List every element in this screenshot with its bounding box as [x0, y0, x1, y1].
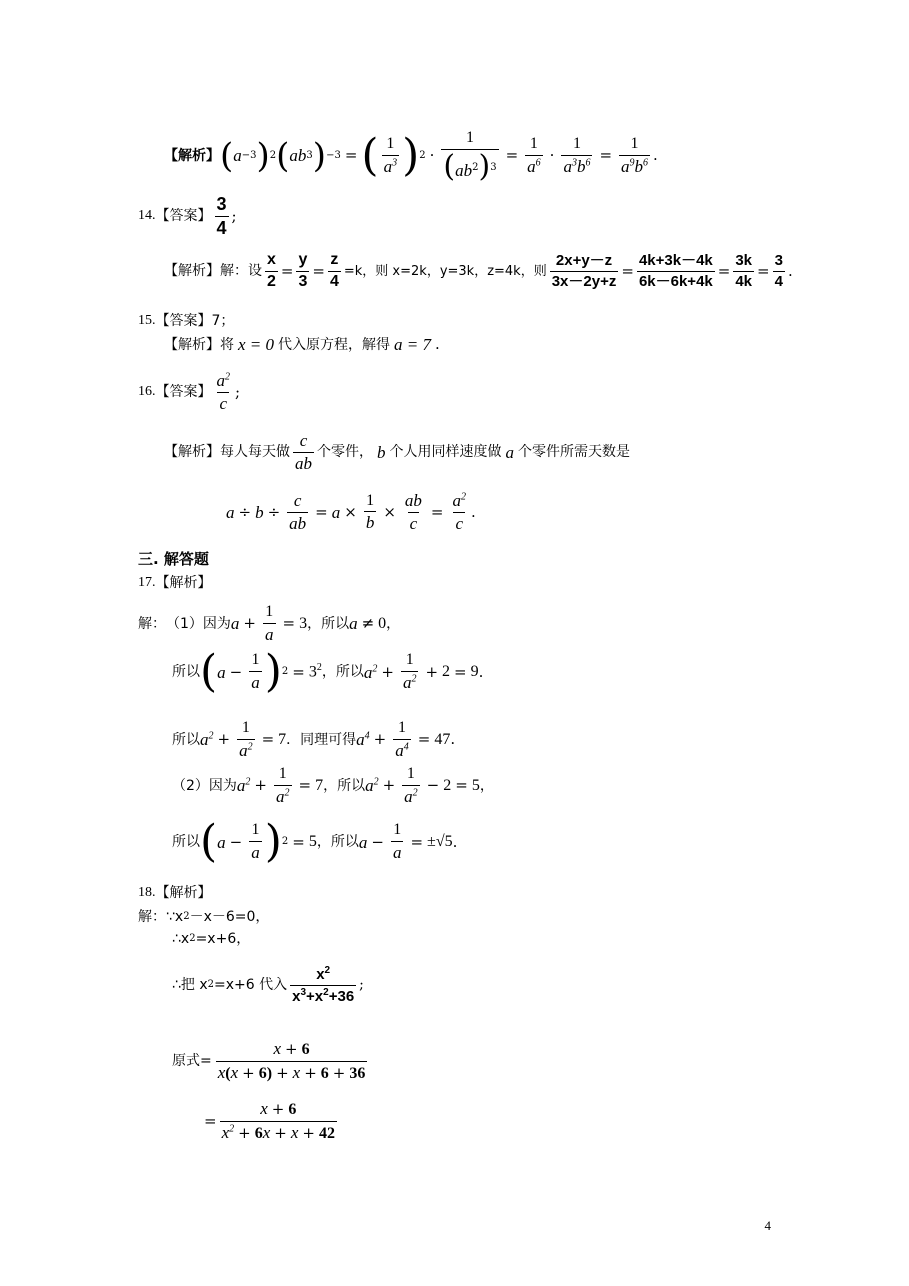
q18-line2: ∴x 2 =x+6， — [172, 931, 251, 947]
q17-line3: 所以 $a^2$ + $\frac{1}{a^2}$ = 7 ．同理可得 $a^4$ + $\frac{1}{a^4}$ = 47 . — [172, 719, 456, 760]
q17-line4: （2）因为 $a^2$ + $\frac{1}{a^2}$ = 7 ，所以 $a^2$ + $\frac{1}{a^2}$ − 2 = 5 ， — [172, 765, 494, 806]
q18-line4: 原式= $\frac{x + 6}{x(x + 6) + x + 6 + 36}$ — [172, 1039, 366, 1082]
q17-line5: 所以 ( a − $\frac{1}{a}$ ) 2 = 5 ，所以 a − $\frac{1}{a}$ = ±√5 . — [172, 816, 458, 867]
section-title: 三. 解答题 — [138, 550, 209, 568]
q18-line3: ∴把 x 2 =x+6 代入 $\frac{x^2}{x^3+x^2+36}$ ; — [172, 965, 364, 1005]
q16-analysis: 【解析】 每人每天做 $\frac{c}{ab}$ 个零件， b 个人用同样速度做 a 个零件所需天数是 — [164, 431, 630, 473]
q18-line1: 解： ∵x 2 －x－6=0， — [138, 909, 270, 925]
q15-analysis: 【解析】 将 x = 0 代入原方程，解得 a = 7 . — [164, 335, 440, 354]
q18-header: 18. 【解析】 — [138, 885, 212, 901]
q14-analysis: 【解析】 解：设 $\frac{x}{2}$ = $\frac{y}{3}$ = $\frac{z}{4}$ =k，则 x=2k，y=3k，z=4k，则 $\frac{2x+y-z}{3x-2y+z}$ = $\frac{4k+3k-4k}{6k-6k+4k}$ = $\frac{3k}{4k}$ = $\frac{3}{4}$ . — [164, 251, 793, 290]
page-number: 4 — [764, 1218, 771, 1233]
q18-line5: = $\frac{x + 6}{x^2 + 6x + x + 42}$ — [204, 1099, 335, 1142]
q13-analysis: 【解析】 ( a −3 ) 2 ( ab 3 ) −3 = ( $\frac{1}{a^3}$ ) 2 · $\frac{1}{(ab^2)^3}$ = $\frac{1}{a^6}$ · $\frac{1}{a^3b^6}$ = $\frac{1}{a^9b^6}$ . — [164, 129, 658, 184]
q16-expression: a ÷ b ÷ $\frac{c}{ab}$ = a × $\frac{1}{b}$ × $\frac{ab}{c}$ = $\frac{a^2}{c}$ . — [226, 491, 476, 533]
analysis-label: 【解析】 — [164, 147, 220, 164]
q14-answer-fraction: $\frac{3}{4}$ — [216, 194, 227, 238]
q17-line1: 解： （1）因为 a + $\frac{1}{a}$ = 3 ，所以 a ≠ 0 ， — [138, 603, 401, 644]
q17-line2: 所以 ( a − $\frac{1}{a}$ ) 2 = $3^2$ ，所以 $a^2$ + $\frac{1}{a^2}$ + 2 = 9 . — [172, 646, 484, 697]
q14-answer: 14. 【答案】 $\frac{3}{4}$ ; — [138, 194, 237, 238]
q16-answer: 16. 【答案】 $\frac{a^2}{c}$ ; — [138, 371, 241, 413]
q17-header: 17. 【解析】 — [138, 575, 212, 591]
q15-answer: 15. 【答案】 7； — [138, 313, 235, 329]
